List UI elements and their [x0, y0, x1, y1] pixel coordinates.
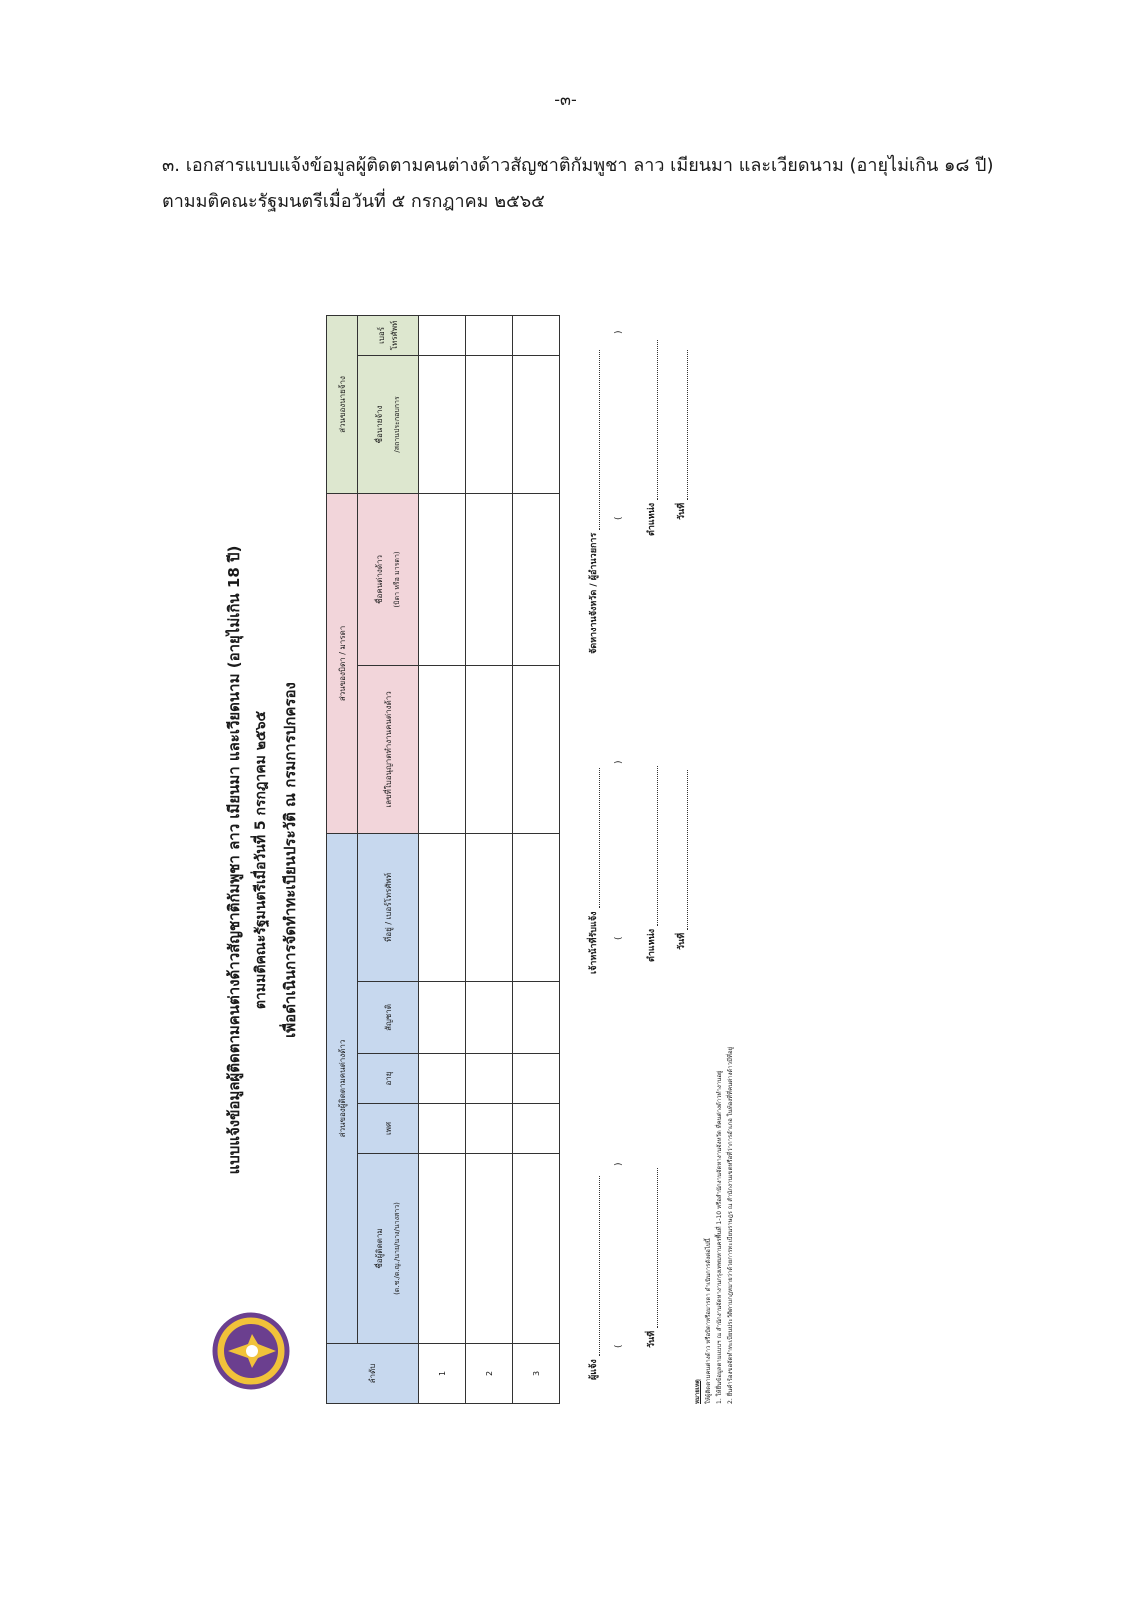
- form-title-line-3: เพื่อดำเนินการจัดทำทะเบียนประวัติ ณ กรมการปกครอง: [281, 682, 299, 1038]
- provincial-date[interactable]: [674, 350, 688, 520]
- table-cell[interactable]: [419, 1104, 466, 1154]
- table-cell[interactable]: [513, 355, 560, 493]
- officer-position-label: ตำแหน่ง: [647, 928, 657, 962]
- employer-name-label: ชื่อนายจ้าง: [375, 405, 384, 444]
- section-heading: [162, 148, 1042, 220]
- table-cell[interactable]: [466, 315, 513, 355]
- parent-name-label: ชื่อคนต่างด้าว: [375, 555, 384, 604]
- table-cell[interactable]: [466, 982, 513, 1054]
- informer-paren-close: ): [614, 1162, 624, 1166]
- address-column-header: ที่อยู่ / เบอร์โทรศัพท์: [358, 833, 419, 981]
- provincial-label: จัดหางานจังหวัด / ผู้อำนวยการ: [589, 532, 599, 654]
- informer-signature[interactable]: [586, 1176, 600, 1380]
- provincial-paren-open: (: [614, 516, 624, 520]
- table-cell[interactable]: [466, 1054, 513, 1104]
- table-cell[interactable]: [466, 665, 513, 833]
- table-cell[interactable]: [513, 1154, 560, 1344]
- table-cell[interactable]: [419, 355, 466, 493]
- table-cell[interactable]: [419, 833, 466, 981]
- name-column-label: ชื่อผู้ติดตาม: [375, 1228, 384, 1269]
- employer-phone-column-header: เบอร์โทรศัพท์: [358, 315, 419, 355]
- employer-name-column-header: [358, 355, 419, 493]
- table-row: [419, 315, 466, 1403]
- form-notes: [692, 504, 736, 1404]
- informer-label: ผู้แจ้ง: [589, 1359, 599, 1380]
- notes-line-2: 2. ยื่นคำร้องขอจัดทำทะเบียนประวัติตามกฎหมายว่าด้วยการทะเบียนราษฎร ณ สำนักงานเขตหรือที่ว่าการอำเภอ ในท้องที่ที่คนต่างด้าวมีที่อยู่: [727, 1046, 734, 1404]
- table-cell[interactable]: [419, 493, 466, 665]
- form-table: [326, 315, 560, 1404]
- table-cell[interactable]: [466, 1104, 513, 1154]
- table-cell[interactable]: [466, 355, 513, 493]
- sex-column-header: เพศ: [358, 1104, 419, 1154]
- officer-label: เจ้าหน้าที่รับแจ้ง: [589, 911, 599, 974]
- table-cell[interactable]: [419, 982, 466, 1054]
- officer-paren-open: (: [614, 936, 624, 940]
- officer-paren-close: ): [614, 760, 624, 764]
- employer-name-sublabel: /สถานประกอบการ: [393, 396, 401, 453]
- order-header: ลำดับ: [327, 1344, 419, 1404]
- name-column-header: [358, 1154, 419, 1344]
- provincial-date-label: วันที่: [677, 502, 687, 520]
- table-cell[interactable]: [466, 1154, 513, 1344]
- table-cell[interactable]: [466, 833, 513, 981]
- table-cell[interactable]: [419, 1154, 466, 1344]
- table-cell[interactable]: [419, 315, 466, 355]
- informer-paren-open: (: [614, 1344, 624, 1348]
- parent-name-column-header: [358, 493, 419, 665]
- form-title-line-1: แบบแจ้งข้อมูลผู้ติดตามคนต่างด้าวสัญชาติกัมพูชา ลาว เมียนมา และเวียดนาม (อายุไม่เกิน 18 ปี): [225, 545, 243, 1175]
- row-number: 3: [513, 1344, 560, 1404]
- table-cell[interactable]: [466, 493, 513, 665]
- table-row: [466, 315, 513, 1403]
- table-cell[interactable]: [513, 1054, 560, 1104]
- table-cell[interactable]: [513, 493, 560, 665]
- notes-line-1: 1. ให้ยื่นข้อมูลตามแบบฯ ณ สำนักงานจัดหางานกรุงเทพมหานครพื้นที่ 1-10 หรือสำนักงานจัดหางานจังหวัด ที่คนต่างด้าวทำงานอยู่: [716, 1070, 723, 1404]
- table-cell[interactable]: [513, 982, 560, 1054]
- worker-group-header: ส่วนของผู้ติดตามคนต่างด้าว: [327, 833, 358, 1343]
- row-number: 2: [466, 1344, 513, 1404]
- provincial-position[interactable]: [644, 340, 658, 536]
- name-column-sublabel: (ด.ช./ด.ญ./นาย/นาง/นางสาว): [393, 1202, 401, 1295]
- provincial-paren-close: ): [614, 330, 624, 334]
- notes-line-0: ให้ผู้ติดตามคนต่างด้าว หรือบิดาหรือมารดา ดำเนินการดังต่อไปนี้: [705, 1238, 712, 1404]
- form-title-line-2: ตามมติคณะรัฐมนตรีเมื่อวันที่ 5 กรกฎาคม ๒๕๖๕: [253, 710, 269, 1010]
- employer-group-header: ส่วนของนายจ้าง: [327, 315, 358, 493]
- officer-date-label: วันที่: [677, 932, 687, 950]
- officer-signature[interactable]: [586, 768, 600, 974]
- page-number: -๓-: [554, 90, 577, 109]
- row-number: 1: [419, 1344, 466, 1404]
- heading-line-2: ตามมติคณะรัฐมนตรีเมื่อวันที่ ๕ กรกฎาคม ๒๕๖๕: [162, 191, 545, 212]
- informer-date-label: วันที่: [647, 1330, 657, 1348]
- parent-name-sublabel: (บิดา หรือ มารดา): [393, 551, 401, 608]
- table-cell[interactable]: [513, 1104, 560, 1154]
- informer-date[interactable]: [644, 1168, 658, 1348]
- officer-position[interactable]: [644, 766, 658, 962]
- parent-id-column-header: เลขที่ใบอนุญาตทำงานคนต่างด้าว: [358, 665, 419, 833]
- table-cell[interactable]: [419, 1054, 466, 1104]
- table-cell[interactable]: [513, 665, 560, 833]
- provincial-signature[interactable]: [586, 350, 600, 654]
- table-cell[interactable]: [513, 315, 560, 355]
- parent-group-header: ส่วนของบิดา / มารดา: [327, 493, 358, 833]
- age-column-header: อายุ: [358, 1054, 419, 1104]
- table-cell[interactable]: [419, 665, 466, 833]
- table-row: [513, 315, 560, 1403]
- rotated-form: [200, 300, 800, 1420]
- provincial-position-label: ตำแหน่ง: [647, 502, 657, 536]
- nationality-column-header: สัญชาติ: [358, 982, 419, 1054]
- notes-title: หมายเหตุ: [694, 1379, 701, 1404]
- table-cell[interactable]: [513, 833, 560, 981]
- officer-date[interactable]: [674, 770, 688, 950]
- heading-line-1: ๓. เอกสารแบบแจ้งข้อมูลผู้ติดตามคนต่างด้าวสัญชาติกัมพูชา ลาว เมียนมา และเวียดนาม (อายุไม่เกิน ๑๘ ปี): [162, 155, 994, 176]
